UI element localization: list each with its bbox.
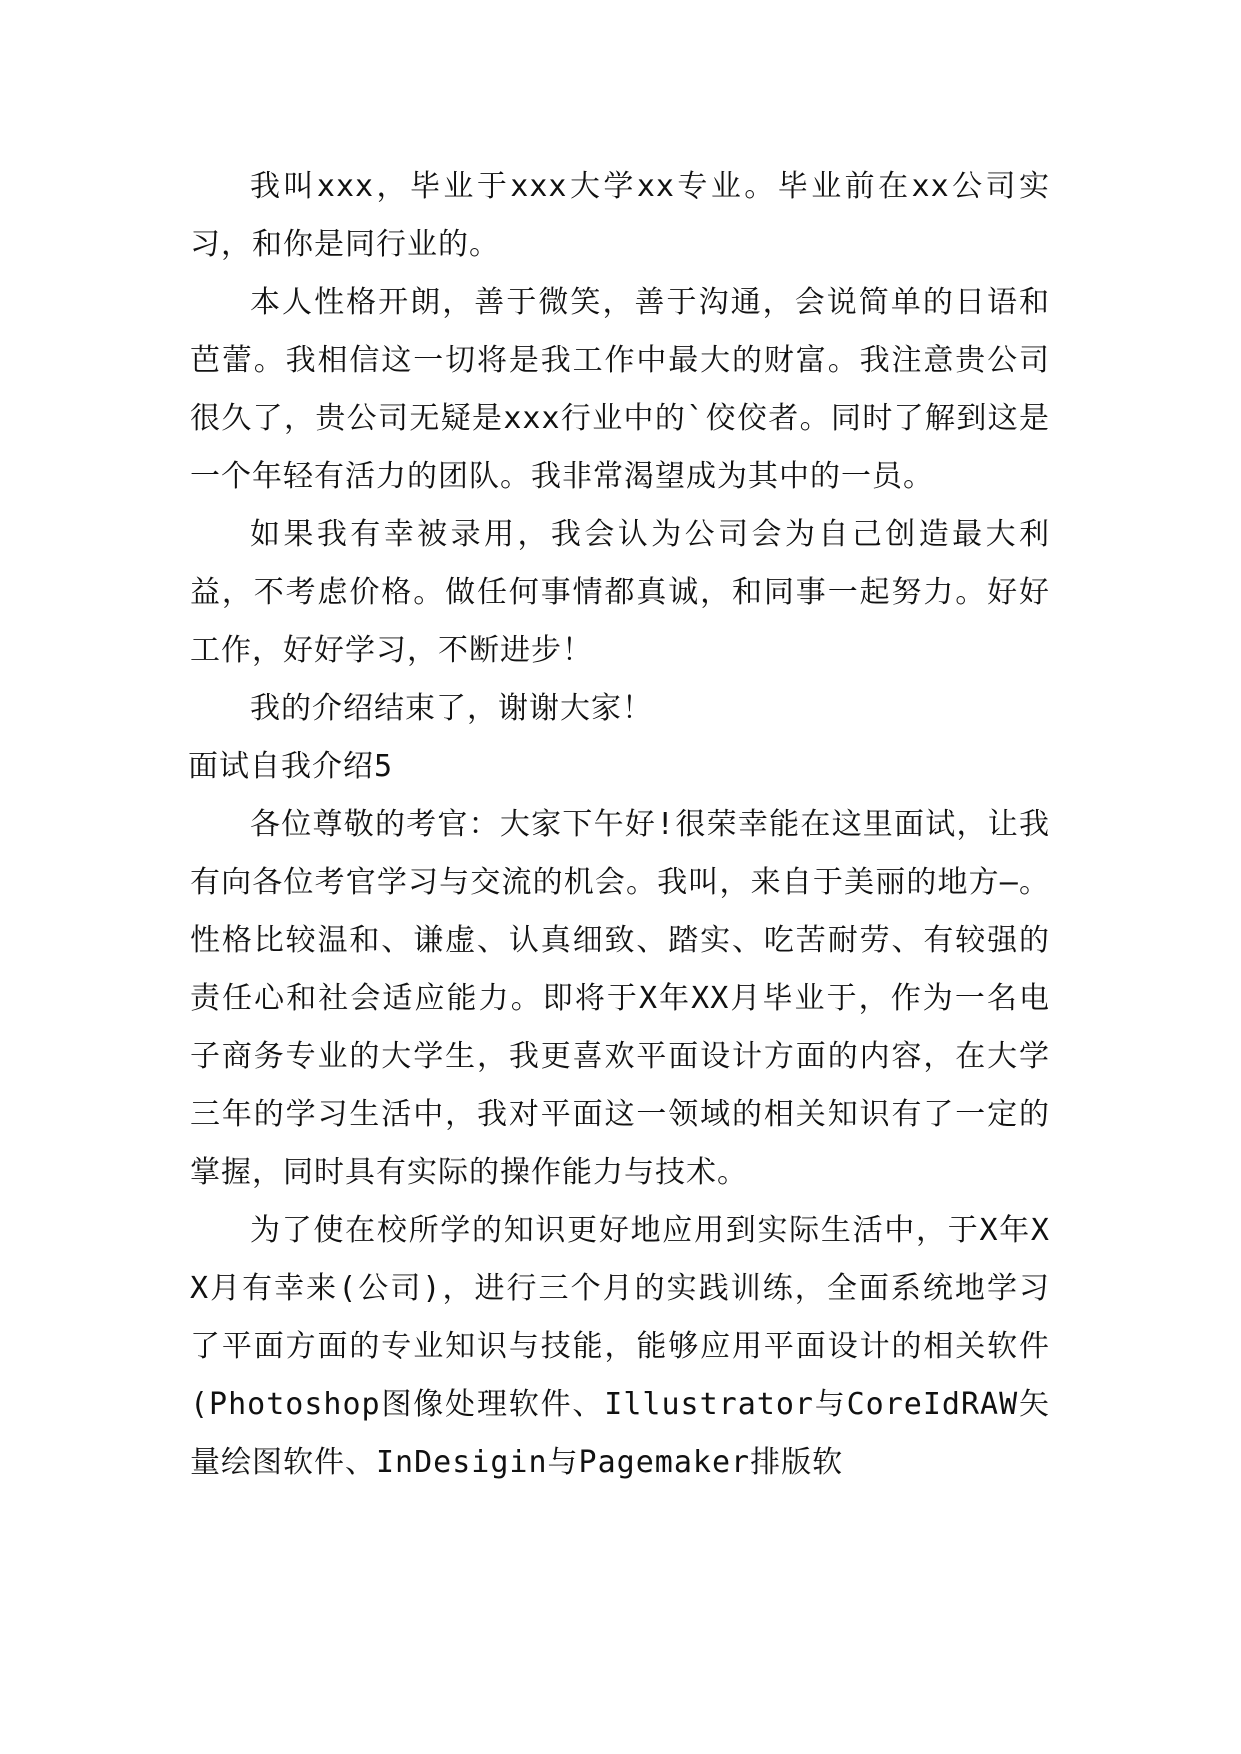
paragraph-intro-name: 我叫xxx，毕业于xxx大学xx专业。毕业前在xx公司实习，和你是同行业的。: [190, 169, 1050, 262]
document-body: [190, 158, 1050, 1492]
paragraph-greeting: 各位尊敬的考官：大家下午好!很荣幸能在这里面试，让我有向各位考官学习与交流的机会。我叫，来自于美丽的地方—。性格比较温和、谦虚、认真细致、踏实、吃苦耐劳、有较强的责任心和社会适应能力。即将于X年XX月毕业于，作为一名电子商务专业的大学生，我更喜欢平面设计方面的内容，在大学三年的学习生活中，我对平面这一领域的相关知识有了一定的掌握，同时具有实际的操作能力与技术。: [190, 807, 1050, 1190]
paragraph-internship: 为了使在校所学的知识更好地应用到实际生活中，于X年XX月有幸来(公司)，进行三个月的实践训练，全面系统地学习了平面方面的专业知识与技能，能够应用平面设计的相关软件(Photoshop图像处理软件、Illustrator与CoreIdRAW矢量绘图软件、InDesigin与Pagemaker排版软: [190, 1213, 1050, 1480]
section-heading: 面试自我介绍5: [188, 749, 394, 784]
paragraph-hiring-hope: 如果我有幸被录用，我会认为公司会为自己创造最大利益，不考虑价格。做任何事情都真诚，和同事一起努力。好好工作，好好学习，不断进步！: [190, 517, 1050, 668]
paragraph-closing: 我的介绍结束了，谢谢大家！: [250, 691, 653, 726]
paragraph-personality: 本人性格开朗，善于微笑，善于沟通，会说简单的日语和芭蕾。我相信这一切将是我工作中最大的财富。我注意贵公司很久了，贵公司无疑是xxx行业中的`佼佼者。同时了解到这是一个年轻有活力的团队。我非常渴望成为其中的一员。: [190, 285, 1050, 494]
